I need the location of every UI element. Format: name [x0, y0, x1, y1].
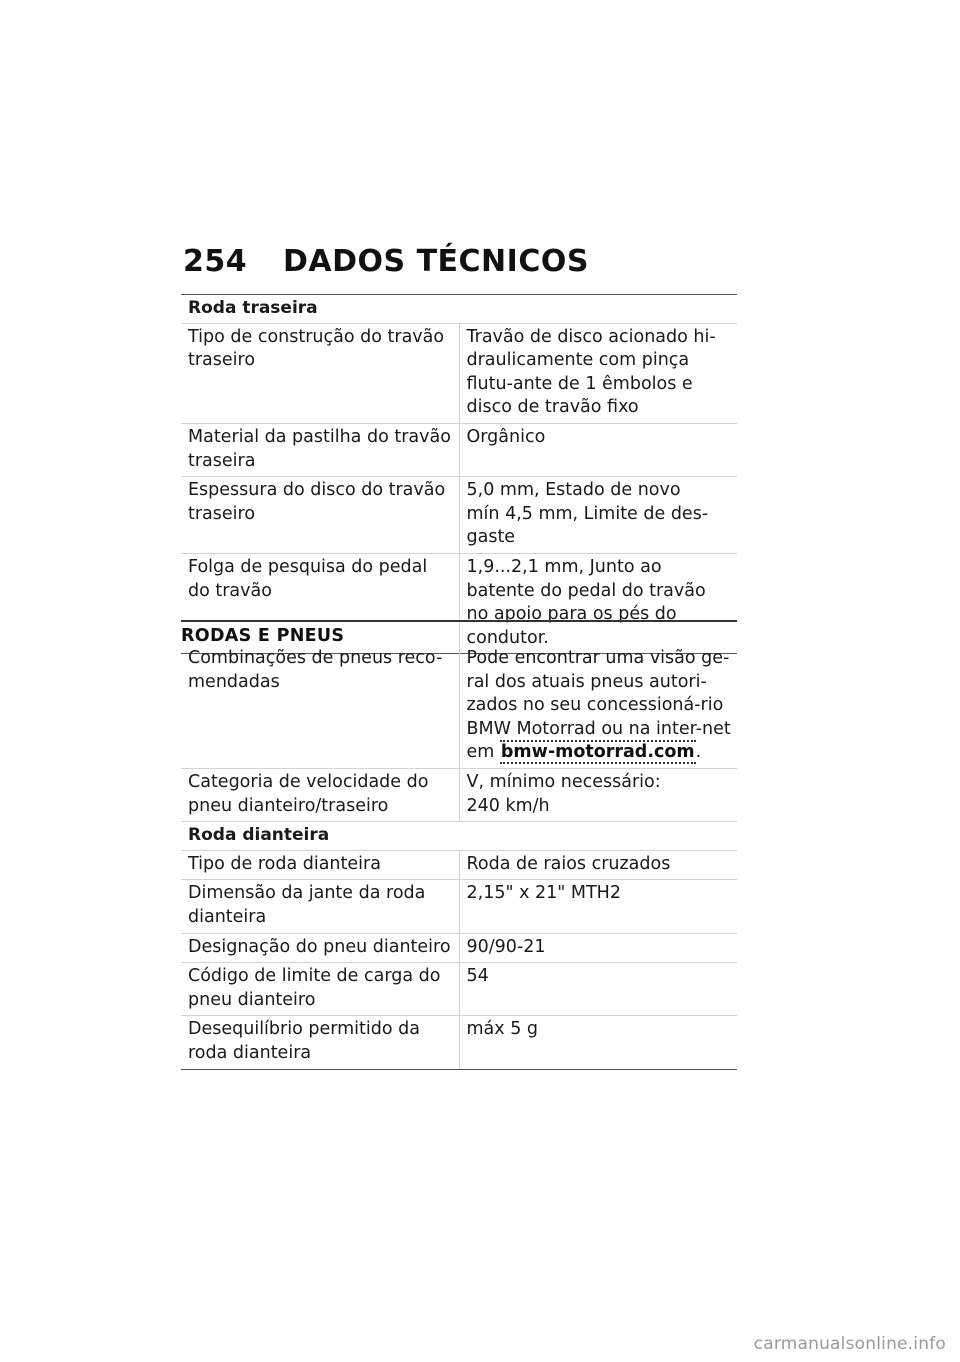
spec-label: Tipo de construção do travão traseiro: [181, 323, 459, 423]
table-row: [181, 645, 737, 768]
table-row: [181, 1016, 737, 1069]
group-title-rear-wheel: Roda traseira: [181, 295, 737, 324]
table-row: [181, 423, 737, 476]
spec-value: máx 5 g: [459, 1016, 737, 1069]
table-row: [181, 933, 737, 963]
spec-value: 2,15" x 21" MTH2: [459, 880, 737, 933]
spec-value: Orgânico: [459, 423, 737, 476]
group-header-row: [181, 822, 737, 851]
spec-value-cell: [459, 645, 737, 768]
table-row: [181, 323, 737, 423]
group-title-front-wheel: Roda dianteira: [181, 822, 737, 851]
spec-value: Roda de raios cruzados: [459, 850, 737, 880]
watermark: carmanualsonline.info: [753, 1334, 946, 1354]
page-header: [183, 244, 589, 279]
spec-label: Tipo de roda dianteira: [181, 850, 459, 880]
spec-label: Categoria de velocidade do pneu dianteiro/traseiro: [181, 768, 459, 821]
bmw-motorrad-link[interactable]: bmw-motorrad.com: [500, 742, 695, 763]
spec-value-cell: [459, 768, 737, 821]
spec-value: Pode encontrar uma visão ge-ral dos atuais pneus autori-zados no seu concessioná-rio BMW Motorrad ou na inter-net em: [466, 648, 731, 763]
spec-label: Desequilíbrio permitido da roda dianteira: [181, 1016, 459, 1069]
table-row: [181, 850, 737, 880]
spec-value: 5,0 mm, Estado de novo: [466, 480, 681, 501]
spec-label: Folga de pesquisa do pedal do travão: [181, 553, 459, 653]
spec-value-suffix: .: [695, 742, 702, 763]
spec-label: Combinações de pneus reco-mendadas: [181, 645, 459, 768]
group-header-row: [181, 295, 737, 324]
spec-value: V, mínimo necessário:: [466, 771, 661, 792]
spec-label: Espessura do disco do travão traseiro: [181, 477, 459, 554]
table-row: [181, 880, 737, 933]
rear-wheel-spec-table: [181, 294, 737, 654]
spec-value-limit: mín 4,5 mm, Limite de des-gaste: [466, 503, 709, 548]
spec-value: 54: [459, 963, 737, 1016]
spec-value-cell: [459, 477, 737, 554]
spec-value: 1,9...2,1 mm, Junto ao batente do pedal do travão no apoio para os pés do condutor.: [459, 553, 737, 653]
spec-label: Designação do pneu dianteiro: [181, 933, 459, 963]
page-number: 254: [183, 244, 248, 279]
page-title: DADOS TÉCNICOS: [283, 244, 589, 279]
section-title: RODAS E PNEUS: [181, 620, 737, 646]
spec-label: Material da pastilha do travão traseira: [181, 423, 459, 476]
table-row: [181, 477, 737, 554]
table-row: [181, 963, 737, 1016]
table-row: [181, 768, 737, 821]
spec-value-speed: 240 km/h: [466, 795, 550, 816]
spec-label: Dimensão da jante da roda dianteira: [181, 880, 459, 933]
spec-label: Código de limite de carga do pneu dianteiro: [181, 963, 459, 1016]
spec-value: Travão de disco acionado hi-draulicamente com pinça flutu-ante de 1 êmbolos e disco de travão fixo: [459, 323, 737, 423]
spec-value: 90/90-21: [459, 933, 737, 963]
tyres-spec-table: [181, 645, 737, 1070]
